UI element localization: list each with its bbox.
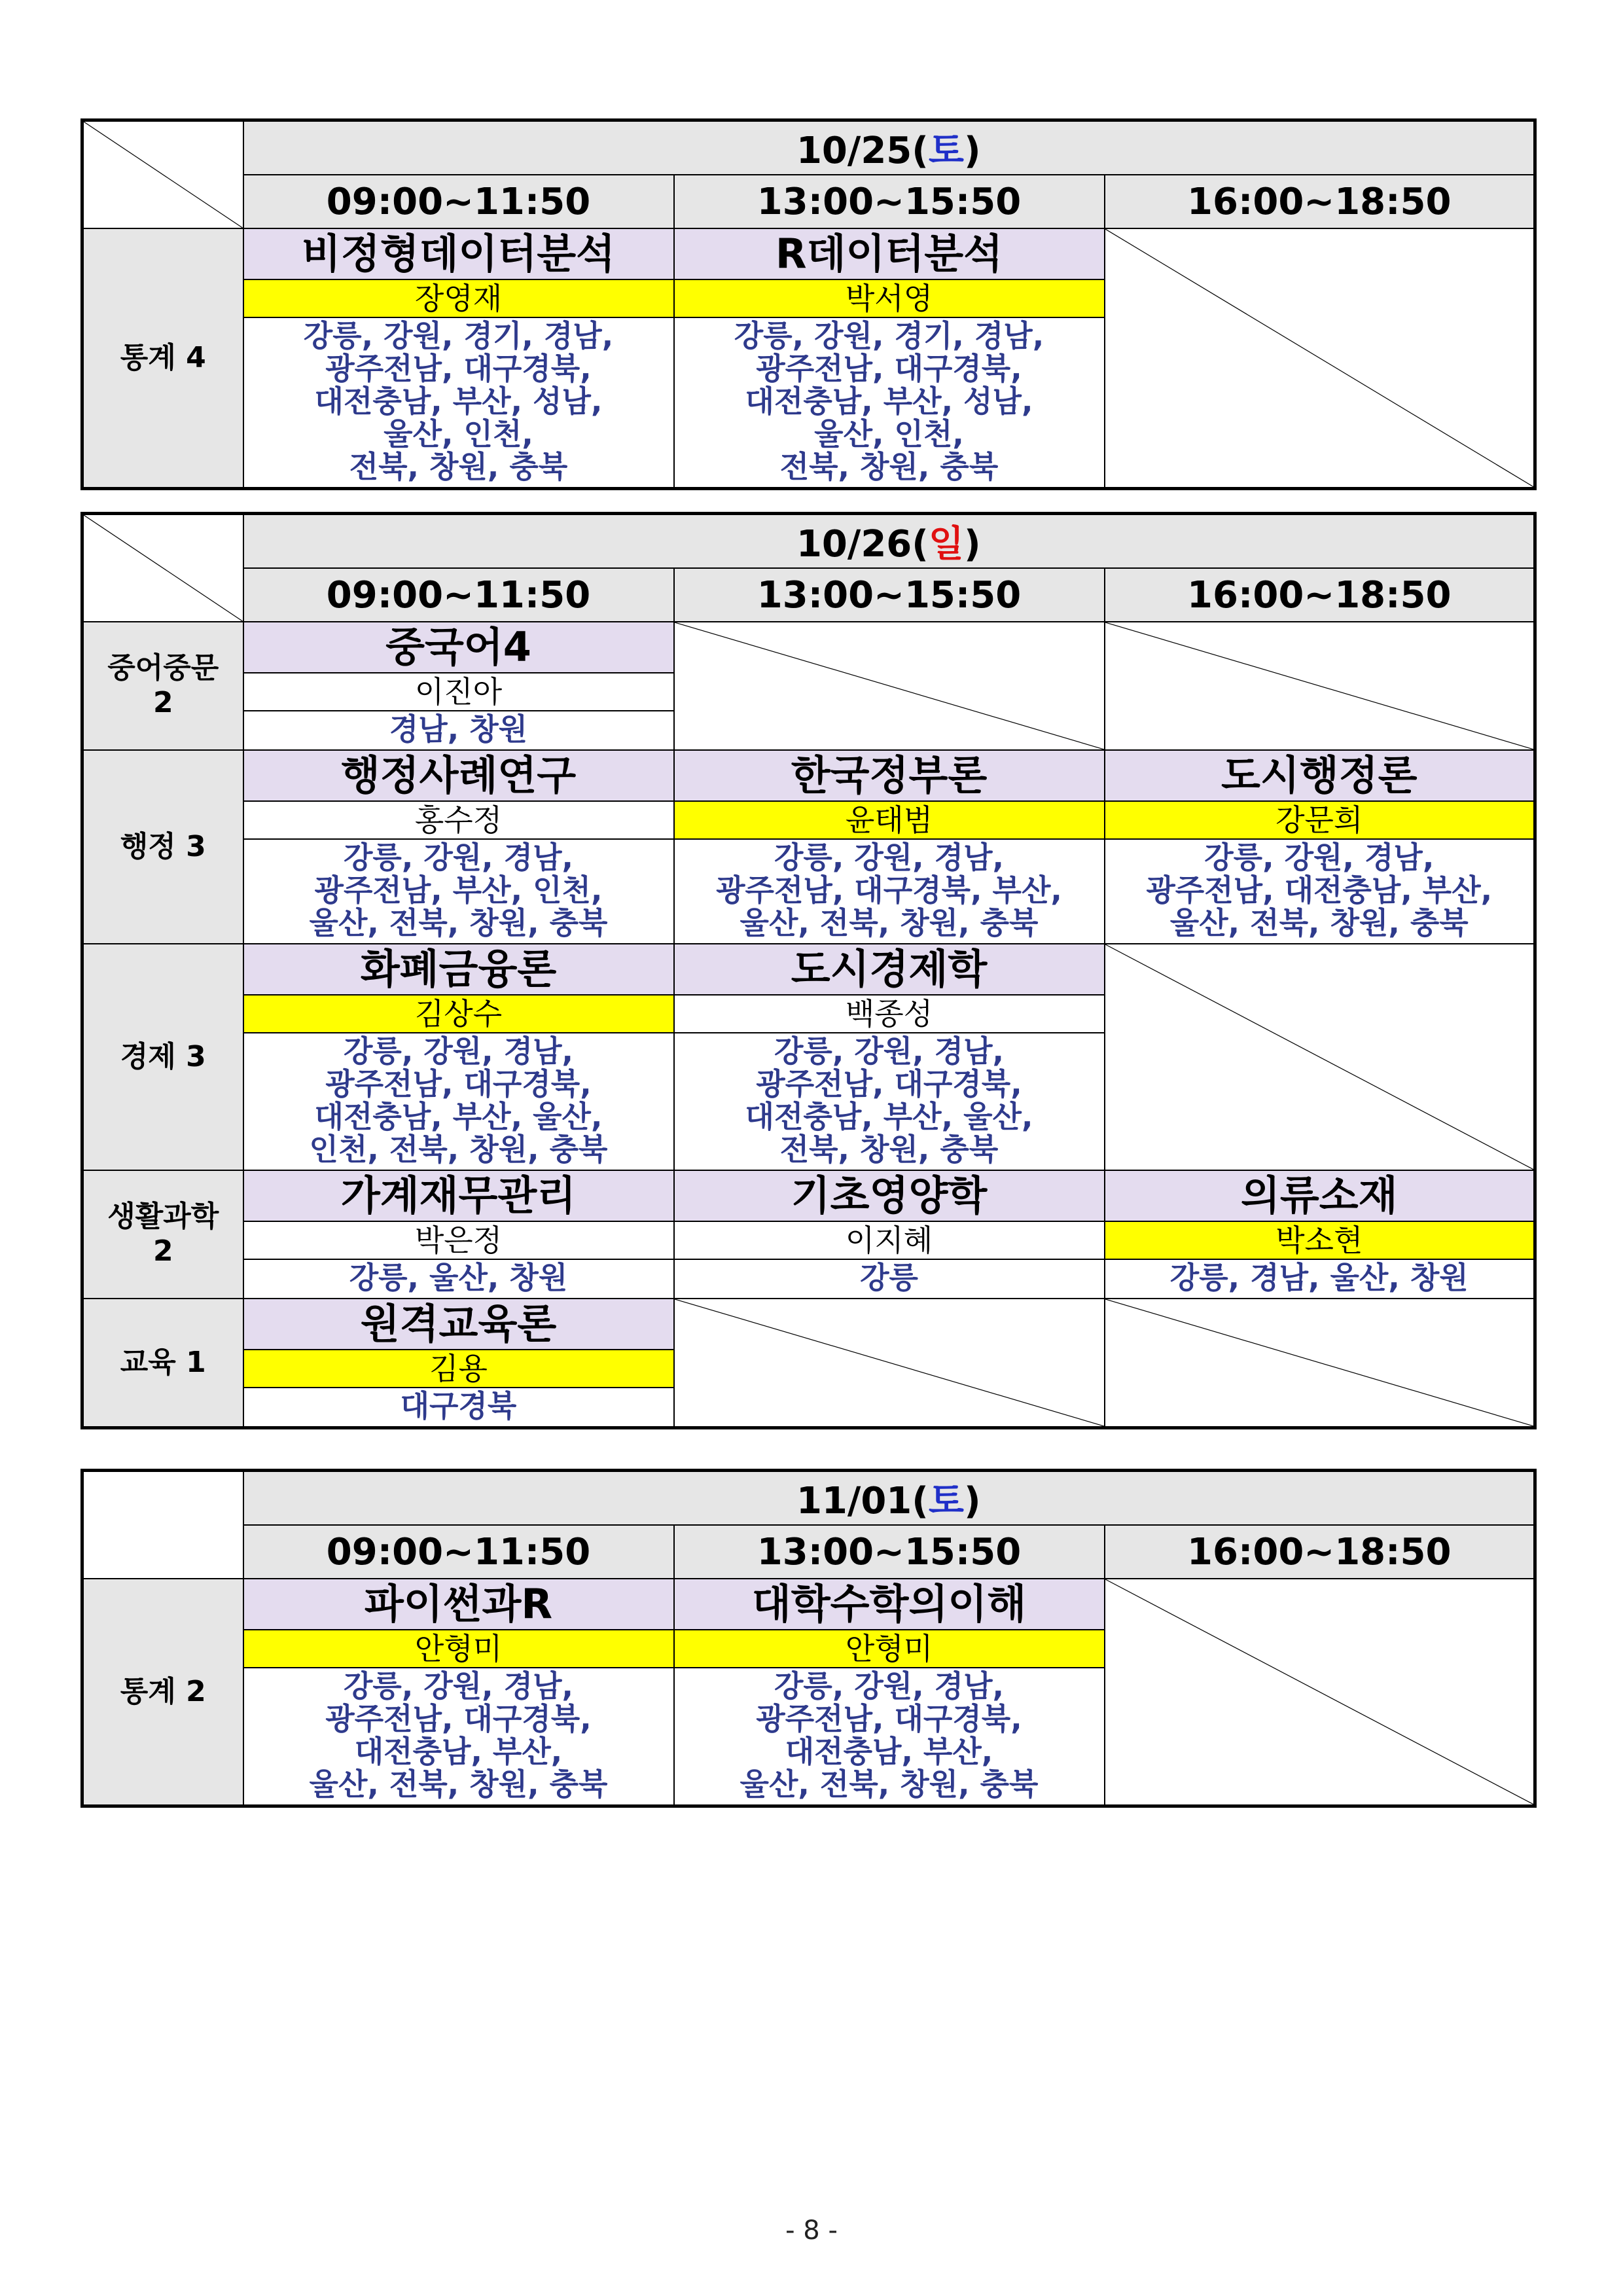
- course-name: 한국정부론: [674, 750, 1105, 801]
- professor-name: 이지혜: [674, 1221, 1105, 1259]
- time-slot-2: 13:00~15:50: [674, 1525, 1105, 1579]
- course-name: 대학수학의이해: [674, 1579, 1105, 1630]
- region-list: 강릉, 강원, 경기, 경남, 광주전남, 대구경북, 대전충남, 부산, 성남, 울산, 인천, 전북, 창원, 충북: [243, 317, 674, 489]
- professor-name: 윤태범: [674, 801, 1105, 839]
- date-header: 11/01(토): [243, 1471, 1535, 1526]
- course-name: 파이썬과R: [243, 1579, 674, 1630]
- professor-name: 백종성: [674, 995, 1105, 1033]
- time-slot-2: 13:00~15:50: [674, 175, 1105, 228]
- empty-slot: [1105, 1299, 1535, 1428]
- time-slot-1: 09:00~11:50: [243, 1525, 674, 1579]
- course-name: 비정형데이터분석: [243, 228, 674, 279]
- professor-name: 김상수: [243, 995, 674, 1033]
- time-slot-1: 09:00~11:50: [243, 568, 674, 622]
- course-name: 기초영양학: [674, 1170, 1105, 1221]
- course-name: 화폐금융론: [243, 944, 674, 995]
- region-list: 강릉, 강원, 경남, 광주전남, 대구경북, 부산, 울산, 전북, 창원, 충북: [674, 839, 1105, 944]
- professor-name: 김용: [243, 1350, 674, 1388]
- corner-cell: [82, 514, 243, 622]
- row-label: 행정 3: [82, 750, 243, 944]
- region-list: 대구경북: [243, 1388, 674, 1428]
- row-label: 통계 4: [82, 228, 243, 489]
- region-list: 강릉, 울산, 창원: [243, 1259, 674, 1299]
- region-list: 강릉, 강원, 경남, 광주전남, 대구경북, 대전충남, 부산, 울산, 전북, 창원, 충북: [674, 1668, 1105, 1806]
- professor-name: 안형미: [674, 1630, 1105, 1668]
- course-name: 가계재무관리: [243, 1170, 674, 1221]
- professor-name: 이진아: [243, 673, 674, 711]
- row-label: 통계 2: [82, 1579, 243, 1806]
- schedule-table-1025: [80, 118, 1537, 490]
- date-header: 10/26(일): [243, 514, 1535, 569]
- date-header: 10/25(토): [243, 120, 1535, 175]
- empty-slot: [674, 1299, 1105, 1428]
- empty-slot: [1105, 1579, 1535, 1806]
- time-slot-3: 16:00~18:50: [1105, 568, 1535, 622]
- professor-name: 박은정: [243, 1221, 674, 1259]
- course-name: 도시행정론: [1105, 750, 1535, 801]
- empty-slot: [1105, 622, 1535, 750]
- region-list: 강릉, 강원, 경남, 광주전남, 대구경북, 대전충남, 부산, 울산, 전북, 창원, 충북: [243, 1668, 674, 1806]
- professor-name: 장영재: [243, 279, 674, 317]
- row-label: 교육 1: [82, 1299, 243, 1428]
- region-list: 강릉: [674, 1259, 1105, 1299]
- empty-slot: [1105, 228, 1535, 489]
- region-list: 경남, 창원: [243, 711, 674, 750]
- region-list: 강릉, 경남, 울산, 창원: [1105, 1259, 1535, 1299]
- row-label: 경제 3: [82, 944, 243, 1170]
- empty-slot: [1105, 944, 1535, 1170]
- time-slot-3: 16:00~18:50: [1105, 175, 1535, 228]
- region-list: 강릉, 강원, 경남, 광주전남, 대구경북, 대전충남, 부산, 울산, 전북, 창원, 충북: [674, 1033, 1105, 1170]
- region-list: 강릉, 강원, 경남, 광주전남, 부산, 인천, 울산, 전북, 창원, 충북: [243, 839, 674, 944]
- professor-name: 강문희: [1105, 801, 1535, 839]
- professor-name: 홍수정: [243, 801, 674, 839]
- time-slot-1: 09:00~11:50: [243, 175, 674, 228]
- course-name: 원격교육론: [243, 1299, 674, 1350]
- course-name: 의류소재: [1105, 1170, 1535, 1221]
- course-name: 행정사례연구: [243, 750, 674, 801]
- schedule-table-1026: [80, 512, 1537, 1429]
- page-number: - 8 -: [785, 2215, 838, 2246]
- course-name: 도시경제학: [674, 944, 1105, 995]
- time-slot-3: 16:00~18:50: [1105, 1525, 1535, 1579]
- professor-name: 박서영: [674, 279, 1105, 317]
- row-label: 중어중문 2: [82, 622, 243, 750]
- schedule-table-1101: [80, 1469, 1537, 1808]
- region-list: 강릉, 강원, 경기, 경남, 광주전남, 대구경북, 대전충남, 부산, 성남, 울산, 인천, 전북, 창원, 충북: [674, 317, 1105, 489]
- region-list: 강릉, 강원, 경남, 광주전남, 대구경북, 대전충남, 부산, 울산, 인천, 전북, 창원, 충북: [243, 1033, 674, 1170]
- course-name: R데이터분석: [674, 228, 1105, 279]
- region-list: 강릉, 강원, 경남, 광주전남, 대전충남, 부산, 울산, 전북, 창원, 충북: [1105, 839, 1535, 944]
- professor-name: 박소현: [1105, 1221, 1535, 1259]
- empty-slot: [674, 622, 1105, 750]
- corner-cell: [82, 120, 243, 229]
- corner-cell: [82, 1471, 243, 1579]
- course-name: 중국어4: [243, 622, 674, 673]
- time-slot-2: 13:00~15:50: [674, 568, 1105, 622]
- row-label: 생활과학 2: [82, 1170, 243, 1299]
- professor-name: 안형미: [243, 1630, 674, 1668]
